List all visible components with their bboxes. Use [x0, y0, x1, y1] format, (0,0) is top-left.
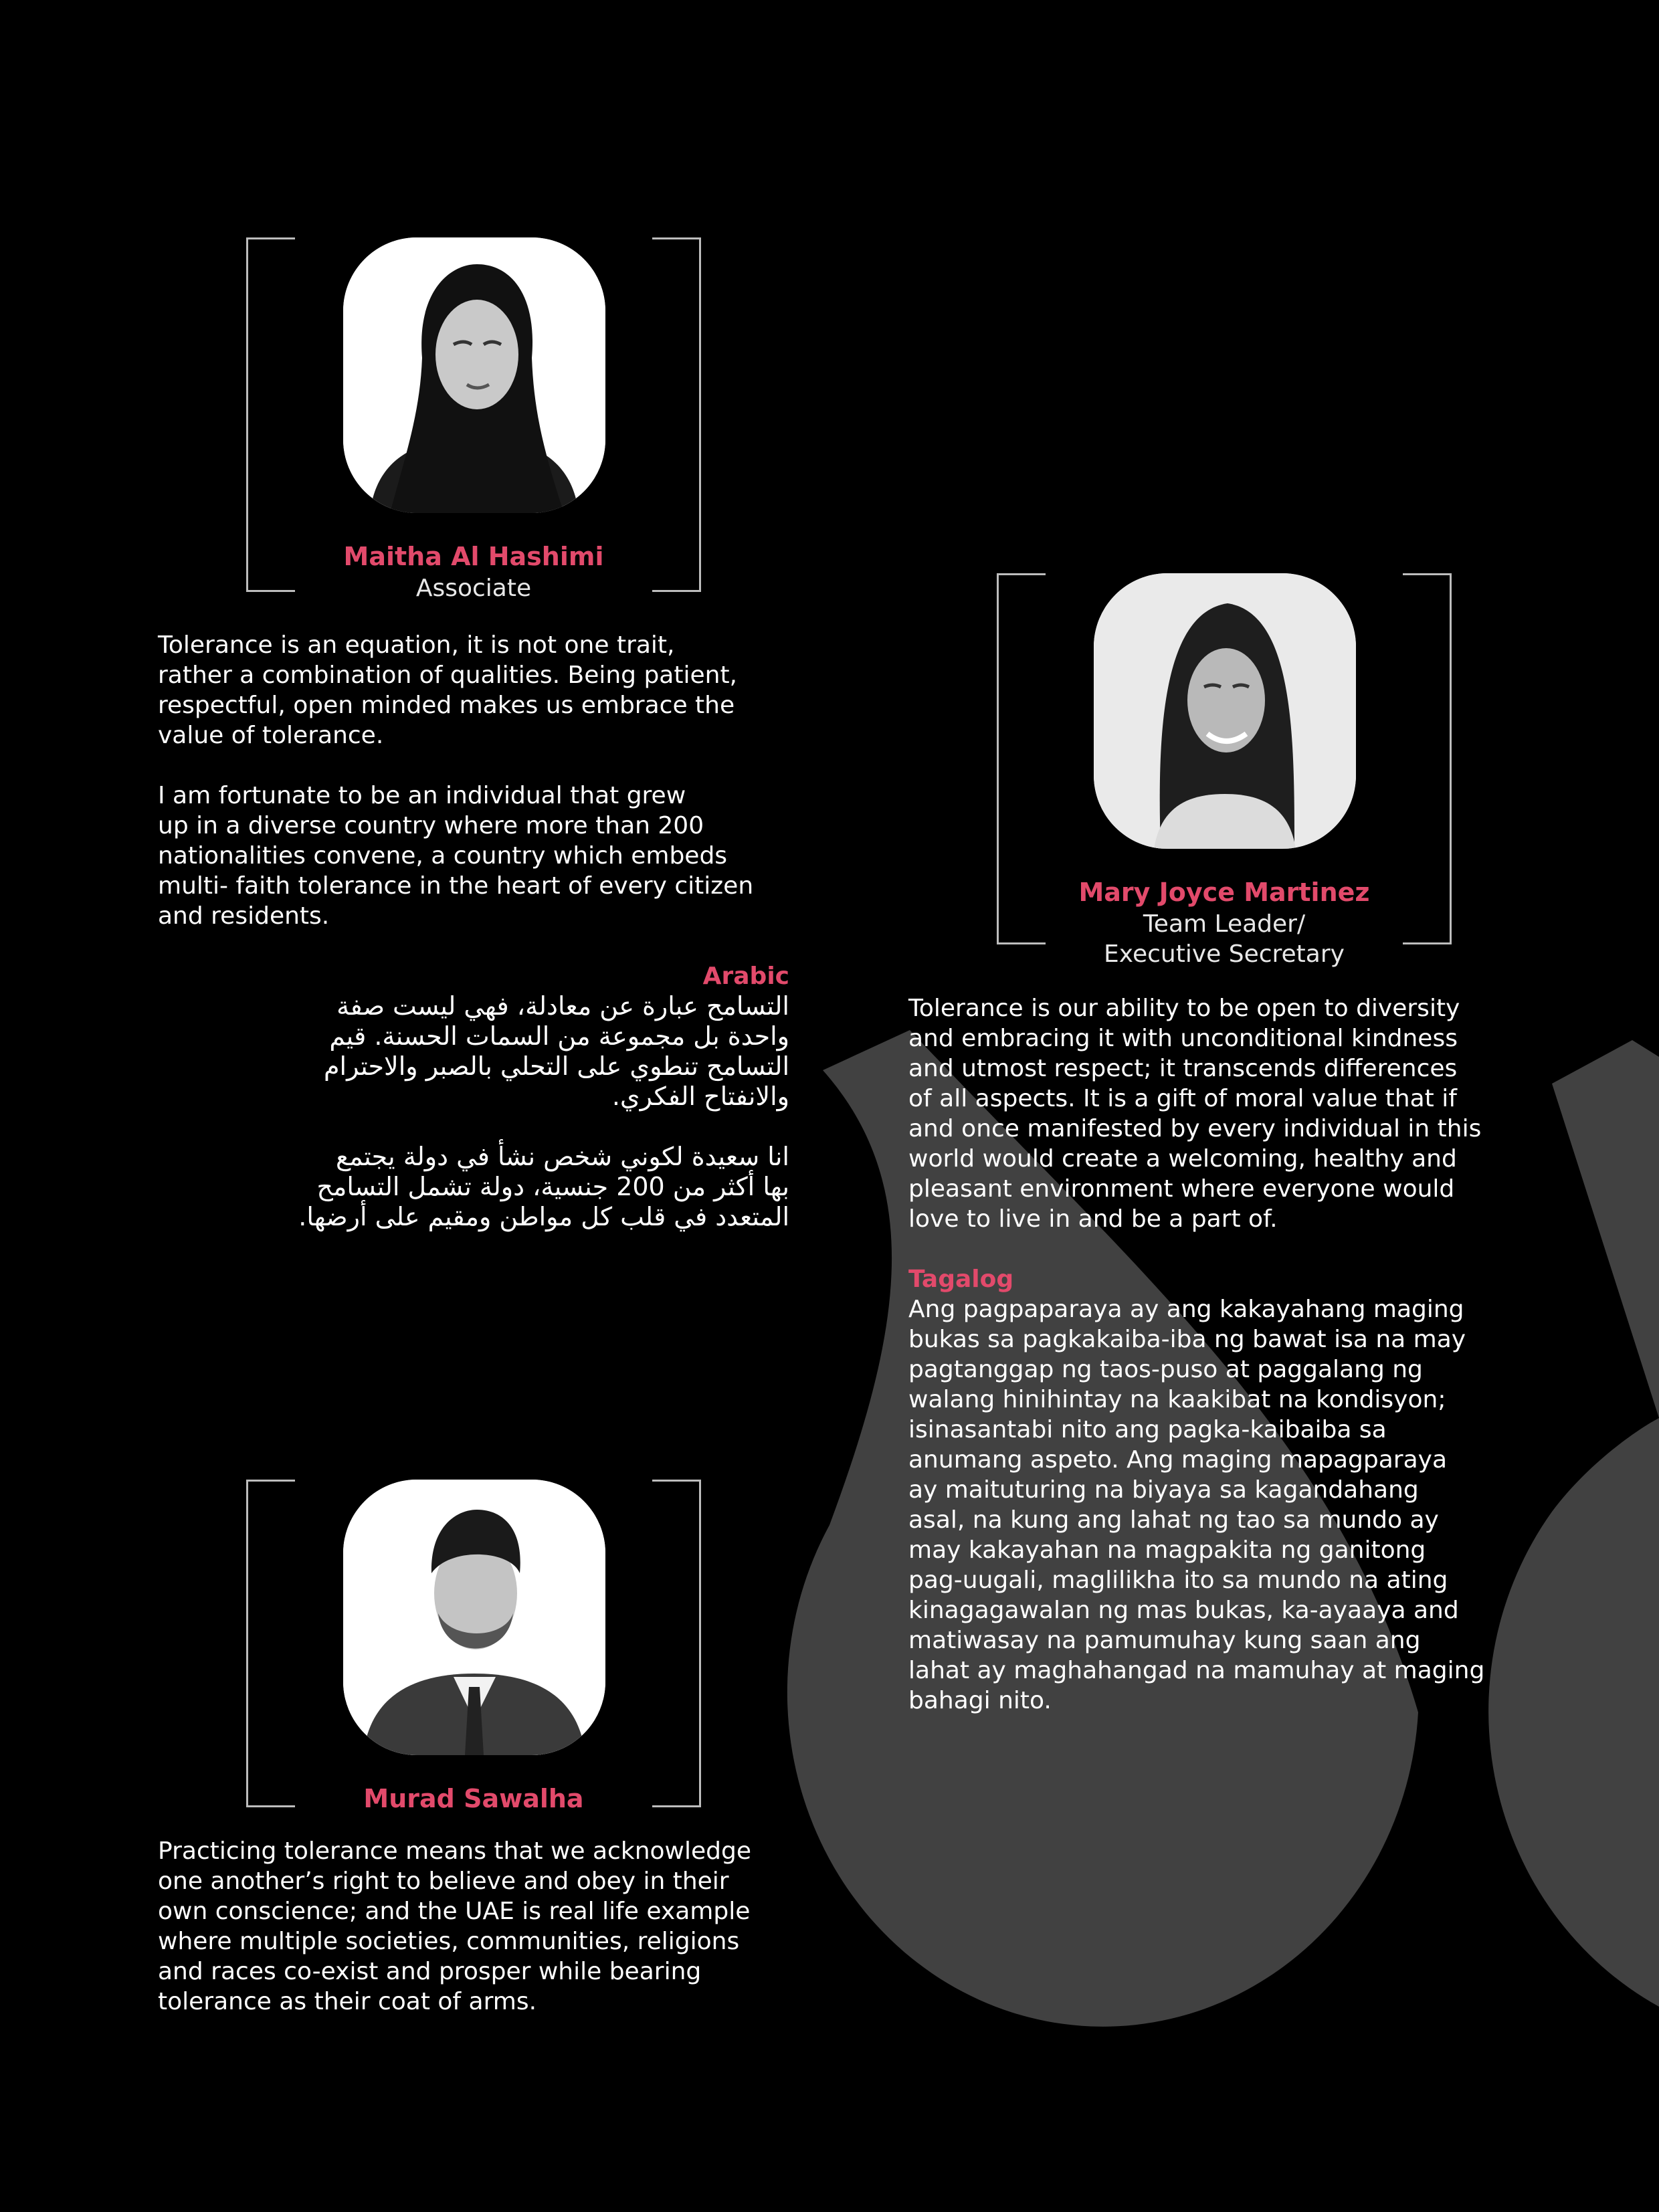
quote-text: Tolerance is an equation, it is not one trait, rather a combination of qualities. Being patient, respectful, open minded makes us embrace the value of tolerance. I am fortunate to be an individual that grew up in a diverse country where more than 200 nationalities convene, a country which embeds multi- faith tolerance in the heart of every citizen and residents. [158, 631, 754, 930]
bracket-right [652, 237, 701, 592]
profile-card-maitha [246, 237, 701, 602]
bracket-right [652, 1480, 701, 1807]
person-role: Associate [415, 575, 532, 602]
bracket-left [246, 237, 295, 592]
translation-text-tagalog: Ang pagpaparaya ay ang kakayahang maging bukas sa pagkakaiba-iba ng bawat isa na may pagtanggap ng taos-puso at paggalang ng walang hinihintay na kaakibat na kondisyon; isinasantabi nito ang pagka-kaibaiba sa anumang aspeto. Ang maging mapagparaya ay maituturing na biyaya sa kagandahang asal, na kung ang lahat ng tao sa mundo ay may kakayahan na magpakita ng ganitong pag-uugali, maglilikha ito sa mundo na ating kinagagawalan ng mas bukas, ka-ayaaya and matiwasay na pamumuhay kung saan ang lahat ay maghahangad na mamuhay at maging bahagi nito. [908, 1296, 1485, 1714]
portrait-man-suit-icon [343, 1480, 605, 1755]
bracket-left [246, 1480, 295, 1807]
portrait-woman-hijab-icon [343, 237, 605, 513]
profile-card-mary-joyce [997, 573, 1452, 968]
translation-label: Tagalog [908, 1266, 1014, 1293]
translation-text-arabic: التسامح عبارة عن معادلة، فهي ليست صفة واحدة بل مجموعة من السمات الحسنة. قيم التسامح تنطوي على التحلي بالصبر والاحترام والانفتاح الفكري. انا سعيدة لكوني شخص نشأ في دولة يجتمع بها أكثر من 200 جنسية، دولة تشمل التسامح المتعدد في قلب كل مواطن ومقيم على أرضها. [298, 991, 789, 1231]
translation-label: Arabic [702, 963, 789, 990]
person-role: Team Leader/ Executive Secretary [1104, 910, 1345, 968]
person-name: Mary Joyce Martinez [1078, 878, 1370, 907]
person-name: Murad Sawalha [363, 1784, 584, 1813]
quote-text: Practicing tolerance means that we acknowledge one another’s right to believe and obey in their own conscience; and the UAE is real life example where multiple societies, communities, religions and races co-exist and prosper while bearing tolerance as their coat of arms. [158, 1837, 751, 2015]
person-name: Maitha Al Hashimi [343, 542, 604, 571]
quote-text: Tolerance is our ability to be open to diversity and embracing it with unconditional kindness and utmost respect; it transcends differences of all aspects. It is a gift of moral value that if and once manifested by every individual in this world would create a welcoming, healthy and pleasant environment where everyone would love to live in and be a part of. [908, 995, 1482, 1233]
profile-card-murad [246, 1480, 701, 1813]
portrait-woman-long-hair-icon [1094, 573, 1356, 849]
